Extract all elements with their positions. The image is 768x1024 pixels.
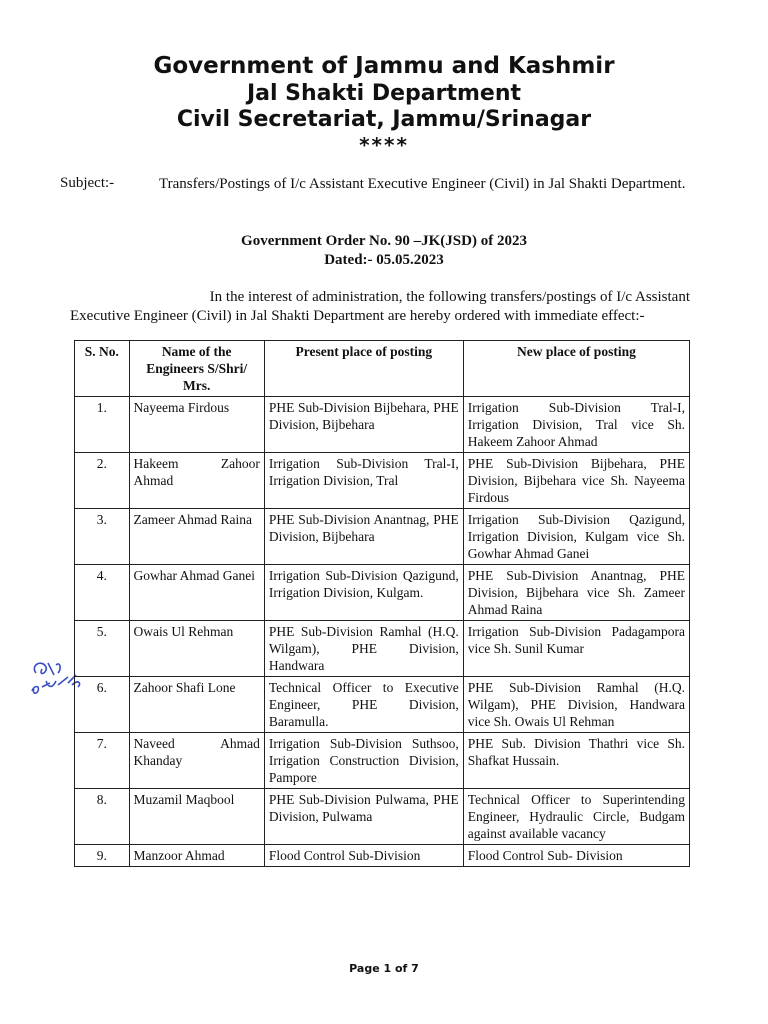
cell-sno: 1. bbox=[75, 397, 130, 453]
header-department: Jal Shakti Department bbox=[246, 81, 522, 106]
cell-new: PHE Sub. Division Thathri vice Sh. Shafkat Hussain. bbox=[463, 733, 689, 789]
cell-name: Zahoor Shafi Lone bbox=[129, 677, 264, 733]
table-row bbox=[75, 621, 690, 677]
cell-sno: 2. bbox=[75, 453, 130, 509]
cell-sno: 8. bbox=[75, 789, 130, 845]
header-stars: **** bbox=[359, 133, 409, 157]
cell-present: PHE Sub-Division Ramhal (H.Q. Wilgam), PHE Division, Handwara bbox=[264, 621, 463, 677]
cell-sno: 5. bbox=[75, 621, 130, 677]
header-secretariat: Civil Secretariat, Jammu/Srinagar bbox=[176, 107, 592, 132]
cell-name: Owais Ul Rehman bbox=[129, 621, 264, 677]
cell-sno: 3. bbox=[75, 509, 130, 565]
header-government: Government of Jammu and Kashmir bbox=[153, 53, 615, 79]
cell-new: Irrigation Sub-Division Tral-I, Irrigation Division, Tral vice Sh. Hakeem Zahoor Ahmad bbox=[463, 397, 689, 453]
cell-new: Technical Officer to Superintending Engineer, Hydraulic Circle, Budgam against available vacancy bbox=[463, 789, 689, 845]
table-row bbox=[75, 509, 690, 565]
cell-present: PHE Sub-Division Pulwama, PHE Division, Pulwama bbox=[264, 789, 463, 845]
table-row bbox=[75, 453, 690, 509]
subject-label: Subject:- bbox=[60, 175, 115, 191]
table-row bbox=[75, 845, 690, 867]
cell-sno: 4. bbox=[75, 565, 130, 621]
table-row bbox=[75, 789, 690, 845]
cell-sno: 7. bbox=[75, 733, 130, 789]
cell-sno: 9. bbox=[75, 845, 130, 867]
header-present: Present place of posting bbox=[264, 341, 463, 397]
cell-present: Irrigation Sub-Division Tral-I, Irrigation Division, Tral bbox=[264, 453, 463, 509]
cell-present: Flood Control Sub-Division bbox=[264, 845, 463, 867]
table-row bbox=[75, 733, 690, 789]
cell-new: Irrigation Sub-Division Qazigund, Irrigation Division, Kulgam vice Sh. Gowhar Ahmad Ganei bbox=[463, 509, 689, 565]
cell-present: PHE Sub-Division Bijbehara, PHE Division, Bijbehara bbox=[264, 397, 463, 453]
cell-name: Hakeem Zahoor Ahmad bbox=[129, 453, 264, 509]
cell-name: Naveed Ahmad Khanday bbox=[129, 733, 264, 789]
order-date: Dated:- 05.05.2023 bbox=[324, 252, 444, 268]
cell-present: Technical Officer to Executive Engineer, PHE Division, Baramulla. bbox=[264, 677, 463, 733]
cell-present: Irrigation Sub-Division Suthsoo, Irrigation Construction Division, Pampore bbox=[264, 733, 463, 789]
table-header-row bbox=[75, 341, 690, 397]
cell-name: Zameer Ahmad Raina bbox=[129, 509, 264, 565]
cell-name: Nayeema Firdous bbox=[129, 397, 264, 453]
header-new: New place of posting bbox=[463, 341, 689, 397]
table-row bbox=[75, 677, 690, 733]
intro-line-1: In the interest of administration, the following transfers/postings of I/c Assistant bbox=[209, 289, 690, 305]
cell-name: Muzamil Maqbool bbox=[129, 789, 264, 845]
intro-line-2: Executive Engineer (Civil) in Jal Shakti Department are hereby ordered with immediate effect:- bbox=[70, 308, 645, 324]
cell-present: Irrigation Sub-Division Qazigund, Irrigation Division, Kulgam. bbox=[264, 565, 463, 621]
subject-text: Transfers/Postings of I/c Assistant Executive Engineer (Civil) in Jal Shakti Department. bbox=[159, 176, 686, 192]
cell-new: PHE Sub-Division Ramhal (H.Q. Wilgam), PHE Division, Handwara vice Sh. Owais Ul Rehman bbox=[463, 677, 689, 733]
cell-new: Flood Control Sub- Division bbox=[463, 845, 689, 867]
page-number: Page 1 of 7 bbox=[349, 962, 419, 975]
cell-new: Irrigation Sub-Division Padagampora vice Sh. Sunil Kumar bbox=[463, 621, 689, 677]
cell-new: PHE Sub-Division Bijbehara, PHE Division, Bijbehara vice Sh. Nayeema Firdous bbox=[463, 453, 689, 509]
postings-table bbox=[74, 340, 690, 867]
table-row bbox=[75, 565, 690, 621]
table-row bbox=[75, 397, 690, 453]
order-number: Government Order No. 90 –JK(JSD) of 2023 bbox=[241, 233, 527, 249]
header-sno: S. No. bbox=[75, 341, 130, 397]
header-name: Name of the Engineers S/Shri/ Mrs. bbox=[129, 341, 264, 397]
cell-new: PHE Sub-Division Anantnag, PHE Division, Bijbehara vice Sh. Zameer Ahmad Raina bbox=[463, 565, 689, 621]
cell-name: Manzoor Ahmad bbox=[129, 845, 264, 867]
cell-name: Gowhar Ahmad Ganei bbox=[129, 565, 264, 621]
cell-present: PHE Sub-Division Anantnag, PHE Division, Bijbehara bbox=[264, 509, 463, 565]
cell-sno: 6. bbox=[75, 677, 130, 733]
